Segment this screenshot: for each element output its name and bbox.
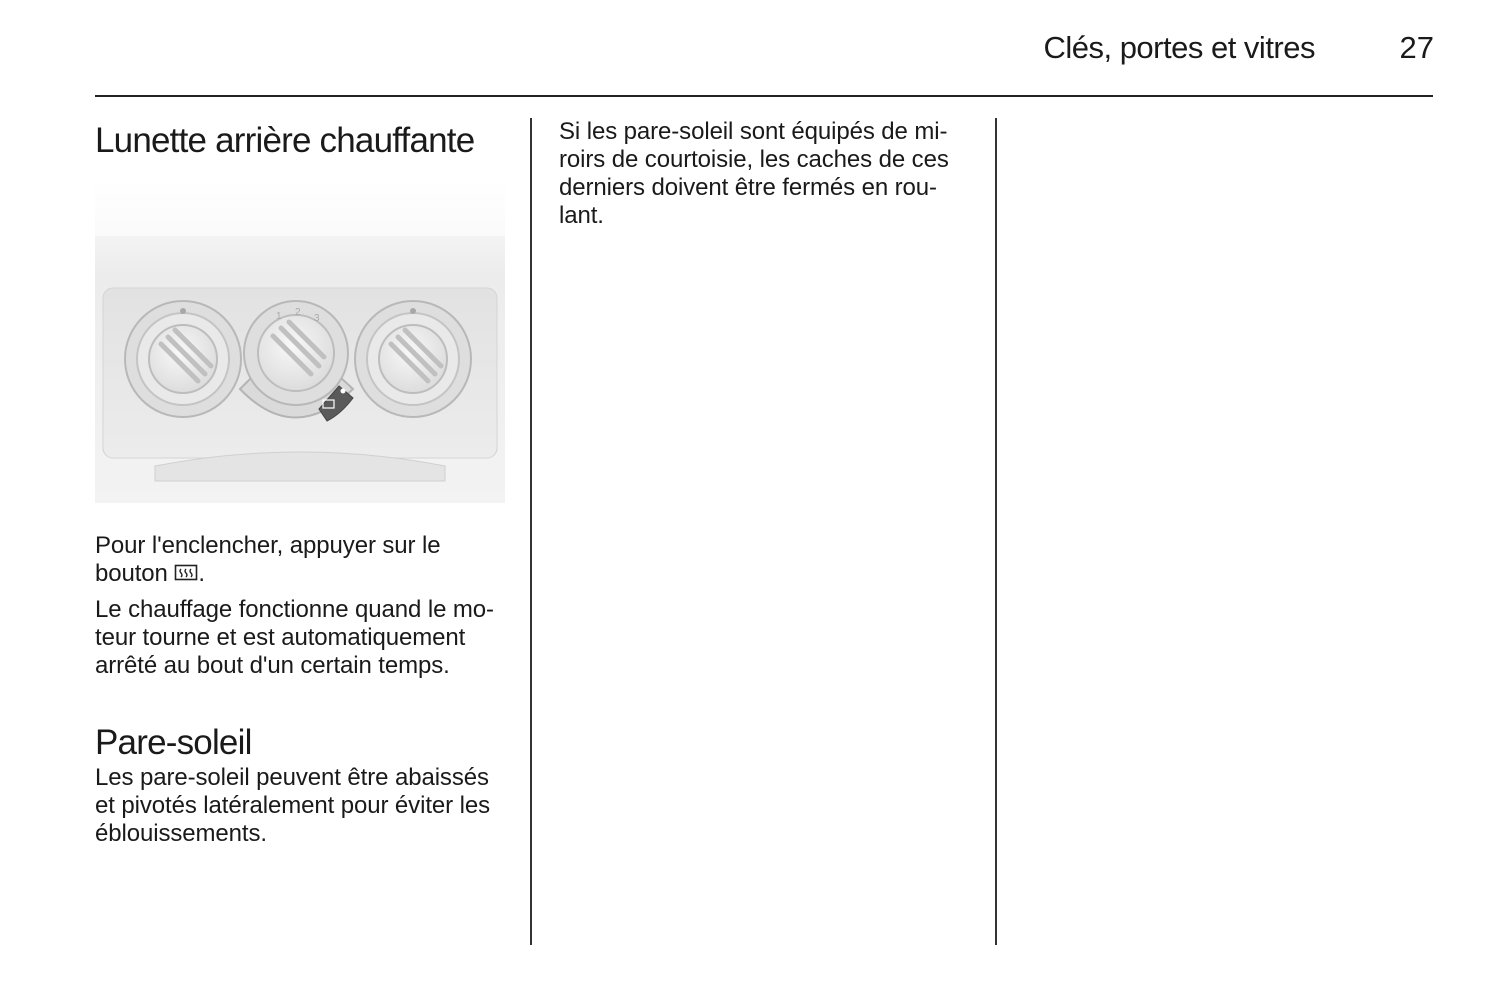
fan-speed-2-label: 2 — [295, 307, 301, 318]
section-title-heated-rear-window: Lunette arrière chauffante — [95, 121, 475, 160]
sun-visors-paragraph-2: Si les pare-soleil sont équipés de mi-roirs de courtoisie, les caches de ces derniers doivent être fermés en rou-lant. — [559, 118, 949, 229]
rear-window-defrost-icon — [174, 563, 198, 583]
running-header-title: Clés, portes et vitres — [1043, 30, 1315, 65]
column-middle — [559, 118, 974, 230]
section-title-sun-visors: Pare-soleil — [95, 723, 252, 762]
column-left — [95, 118, 510, 848]
sun-visors-paragraph-1: Les pare-soleil peuvent être abaissés et pivotés latéralement pour éviter les éblouissements. — [95, 764, 490, 847]
climate-control-panel-figure — [95, 176, 505, 503]
fan-speed-3-label: 3 — [314, 313, 320, 324]
column-divider-2 — [995, 118, 997, 945]
page-number: 27 — [1399, 30, 1434, 65]
column-divider-1 — [530, 118, 532, 945]
fan-speed-1-label: 1 — [276, 311, 282, 322]
heated-window-paragraph-1: Pour l'enclencher, appuyer sur le bouton . — [95, 532, 441, 587]
header-rule — [95, 95, 1433, 97]
heated-window-paragraph-2: Le chauffage fonctionne quand le mo-teur tourne et est automatiquement arrêté au bout d'un certain temps. — [95, 596, 494, 679]
